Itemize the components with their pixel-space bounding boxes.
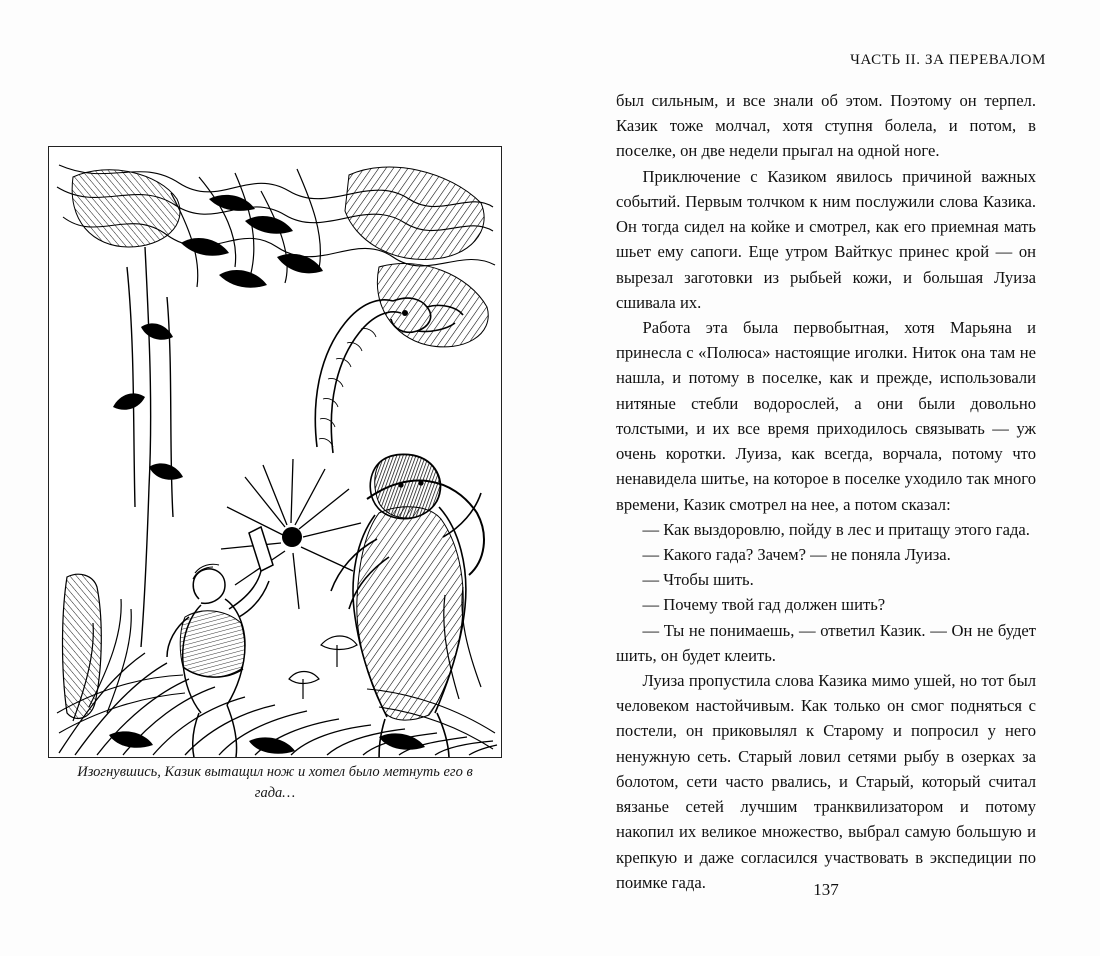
- illustration-frame: [48, 146, 502, 758]
- illustration-caption: Изогнувшись, Казик вытащил нож и хотел было метнуть его в гада…: [77, 764, 473, 802]
- page-number: 137: [813, 880, 839, 899]
- paragraph: — Ты не понимаешь, — ответил Казик. — Он не будет шить, он будет клеить.: [616, 620, 1036, 665]
- paragraph: — Какого гада? Зачем? — не поняла Луиза.: [642, 544, 951, 564]
- jungle-scene-engraving: [49, 147, 501, 757]
- paragraph: — Почему твой гад должен шить?: [642, 595, 886, 615]
- paragraph: Луиза пропустила слова Казика мимо ушей, но тот был человеком настойчивым. Как только он смог подняться с постели, он приковылял к Старому и попросил у него ненужную сеть. Старый ловил сетями рыбу в озерках за болотом, сети часто рвались, и Старый, который считал вязанье сетей лучшим транквилизатором и потому накопил их великое множество, выбрал самую большую и крепкую и даже согласился участвовать в экспедиции по поимке гада.: [616, 671, 1036, 892]
- body-text: [616, 88, 1036, 895]
- paragraph: был сильным, и все знали об этом. Поэтому он терпел. Казик тоже молчал, хотя ступня болела, и потом, в поселке, он две недели прыгал на одной ноге.: [616, 91, 1036, 161]
- paragraph: — Как выздоровлю, пойду в лес и притащу этого гада.: [642, 519, 1030, 539]
- paragraph: Приключение с Казиком явилось причиной важных событий. Первым толчком к ним послужили слова Казика. Он тогда сидел на койке и смотрел, как его приемная мать шьет ему сапоги. Еще утром Вайткус принес крой — он вырезал заготовки из рыбьей кожи, и большая Луиза сшивала их.: [616, 166, 1036, 312]
- paragraph: Работа эта была первобытная, хотя Марьяна и принесла с «Полюса» настоящие иголки. Ниток она там не нашла, и потому в поселке, как и прежде, использовали нитяные стебли водорослей, а они были довольно толстыми, и их все время приходилось связывать — уж очень коротки. Луиза, как всегда, ворчала, потому что ненавидела шитье, на которое в поселке уходило так много времени, Казик смотрел на нее, а потом сказал:: [616, 317, 1036, 514]
- paragraph: — Чтобы шить.: [642, 570, 754, 590]
- running-head: ЧАСТЬ II. ЗА ПЕРЕВАЛОМ: [850, 52, 1046, 68]
- right-page: [550, 0, 1100, 956]
